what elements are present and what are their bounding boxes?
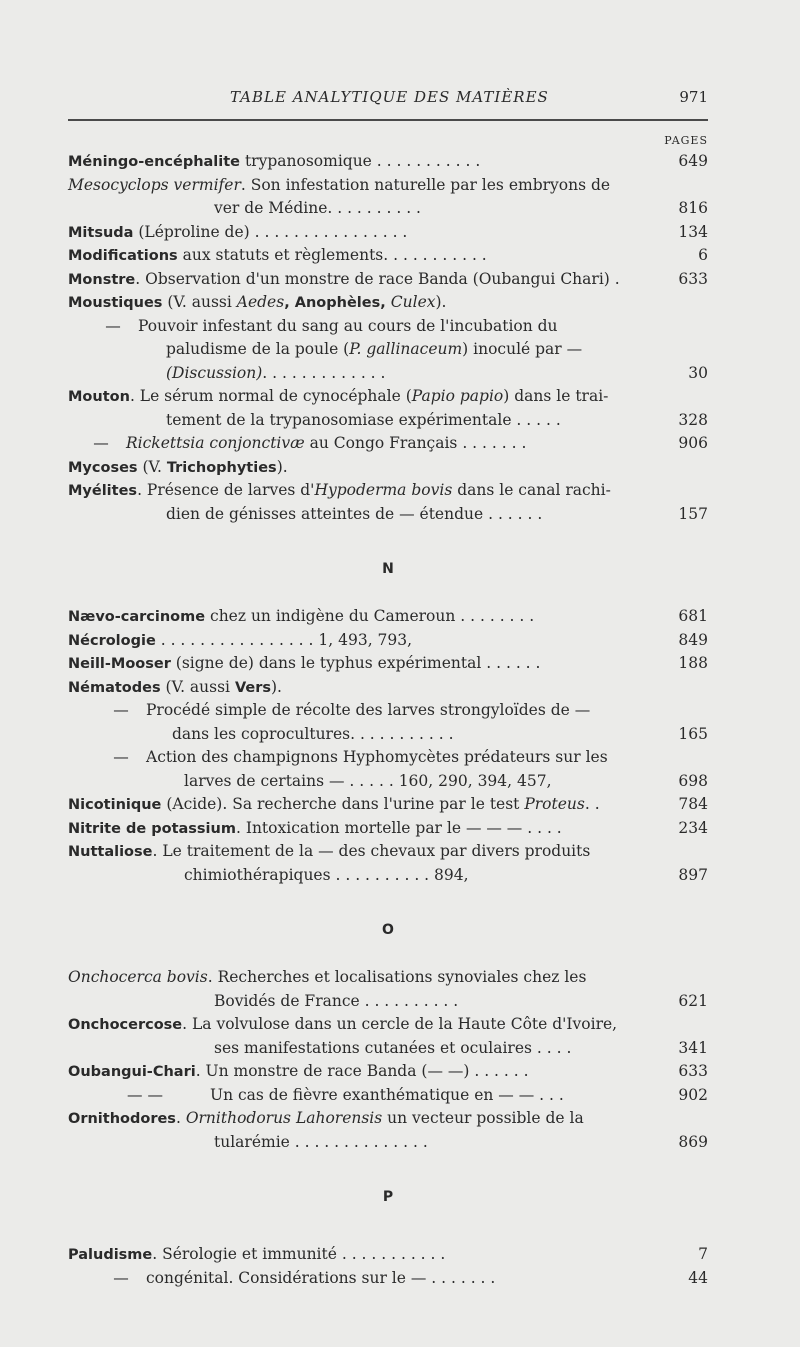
- ditto-dash: —: [113, 1268, 129, 1287]
- index-entry: [68, 1013, 708, 1060]
- entry-crossref: Trichophyties: [166, 459, 277, 476]
- page-ref: 633: [678, 1062, 708, 1080]
- entry-text: chez un indigène du Cameroun . . . . . . . .: [205, 607, 535, 625]
- ditto-dash: —: [113, 748, 129, 766]
- index-entry: [68, 221, 708, 245]
- entry-text: . Observation d'un monstre de race Banda (Oubangui Chari) .: [135, 269, 620, 288]
- index-entry: [68, 456, 708, 480]
- index-entry: [68, 150, 708, 174]
- entry-text: chimiothérapiques . . . . . . . . . . 894,: [184, 865, 469, 884]
- page-ref: 897: [678, 865, 708, 884]
- page-number: 971: [679, 88, 708, 106]
- entry-italic: Aedes: [236, 293, 285, 311]
- index-entry: [68, 793, 708, 817]
- entry-text: paludisme de la poule (: [166, 340, 350, 358]
- section-letter-p: P: [382, 1189, 394, 1205]
- index-entry: [68, 291, 708, 315]
- entry-text: tularémie . . . . . . . . . . . . . .: [214, 1132, 428, 1151]
- entry-head: Nématodes: [68, 679, 161, 696]
- entry-text: (signe de) dans le typhus expérimental . . . . . .: [170, 654, 541, 672]
- page-ref: 698: [678, 771, 708, 790]
- ditto-dash: — —: [127, 1085, 163, 1104]
- index-entry: [68, 244, 708, 268]
- entry-text: dans le canal rachi-: [452, 481, 611, 499]
- index-entry: [68, 966, 708, 1013]
- ditto-dash: —: [113, 701, 129, 719]
- entry-crossref: , Anophèles,: [284, 295, 391, 311]
- entry-head: Nitrite de potassium: [68, 820, 236, 837]
- ditto-dash: —: [105, 316, 121, 335]
- entry-text: ) inoculé par —: [462, 340, 583, 358]
- entry-text: . . . . . . . . . . . . . . . . 1, 493, 793,: [155, 630, 413, 649]
- page-ref: 234: [678, 818, 708, 837]
- page-ref: 784: [678, 795, 708, 813]
- entry-text: dans les coprocultures. . . . . . . . . . .: [172, 724, 454, 743]
- entry-head: Paludisme: [68, 1247, 153, 1263]
- index-entry: [68, 652, 708, 676]
- entry-italic: Culex: [390, 293, 436, 311]
- index-entry: [68, 817, 708, 841]
- entry-text: . Recherches et localisations synoviales chez les: [207, 968, 587, 986]
- index-entries: [68, 150, 708, 1290]
- entry-head: Nævo-carcinome: [68, 609, 206, 625]
- entry-text: ).: [271, 677, 282, 696]
- page-ref: 869: [678, 1132, 708, 1151]
- page-ref: 341: [678, 1038, 708, 1057]
- entry-italic: Rickettsia conjonctivæ: [126, 434, 305, 452]
- page-ref: 157: [678, 504, 708, 523]
- index-entry: [68, 840, 708, 887]
- page-ref: 906: [678, 434, 708, 452]
- entry-head: Mitsuda: [68, 224, 134, 241]
- entry-crossref: Vers: [234, 679, 271, 696]
- index-entry: [68, 1243, 708, 1267]
- page-ref: 6: [698, 246, 708, 264]
- index-entry: [68, 629, 708, 653]
- entry-head: Ornithodores: [68, 1111, 176, 1127]
- entry-text: un vecteur possible de la: [382, 1109, 584, 1127]
- page-ref: 30: [688, 363, 708, 382]
- page-ref: 134: [678, 222, 708, 241]
- entry-text: Procédé simple de récolte des larves strongyloïdes de —: [146, 701, 591, 719]
- entry-text: (V. aussi: [160, 677, 235, 696]
- index-entry: [68, 1267, 708, 1291]
- entry-head: Moustiques: [68, 295, 163, 311]
- entry-text: ver de Médine. . . . . . . . . .: [214, 199, 421, 217]
- entry-text: congénital. Considérations sur le — . . . . . . .: [146, 1268, 496, 1287]
- entry-italic: P. gallinaceum: [349, 340, 463, 358]
- entry-head: Mesocyclops vermifer: [68, 175, 241, 194]
- entry-head: Onchocerca bovis: [68, 968, 208, 986]
- entry-text: . Présence de larves d': [137, 481, 315, 499]
- entry-text: ) dans le trai-: [503, 387, 609, 405]
- page-ref: 849: [678, 630, 708, 649]
- index-entry: [68, 605, 708, 629]
- entry-head: Nicotinique: [68, 797, 162, 813]
- index-entry: [68, 432, 708, 456]
- entry-text: Bovidés de France . . . . . . . . . .: [214, 991, 459, 1010]
- entry-text: .: [175, 1109, 186, 1127]
- entry-text: larves de certains — . . . . . 160, 290, 394, 457,: [184, 771, 552, 790]
- entry-text: . Un monstre de race Banda (— —) . . . . . .: [195, 1062, 529, 1080]
- entry-head: Monstre: [68, 271, 136, 288]
- index-entry: [68, 746, 708, 793]
- entry-italic: Hypoderma bovis: [314, 481, 453, 499]
- index-entry: [68, 385, 708, 432]
- page-ref: 165: [678, 724, 708, 743]
- entry-text: . Son infestation naturelle par les embryons de: [240, 175, 611, 194]
- entry-italic: Proteus: [524, 795, 585, 813]
- page-ref: 902: [678, 1085, 708, 1104]
- index-entry: [68, 268, 708, 292]
- ditto-dash: —: [93, 434, 109, 452]
- page-ref: 816: [678, 199, 708, 217]
- entry-head: Nécrologie: [68, 632, 156, 649]
- entry-head: Mouton: [68, 389, 130, 405]
- entry-head: Mycoses: [68, 459, 138, 476]
- entry-text: ).: [276, 457, 288, 476]
- entry-text: . Intoxication mortelle par le — — — . . . .: [235, 818, 562, 837]
- entry-head: Modifications: [68, 248, 178, 264]
- index-entry: [68, 315, 708, 386]
- index-entry: [68, 174, 708, 221]
- entry-text: Un cas de fièvre exanthématique en — — . . .: [210, 1085, 564, 1104]
- section-letter-o: O: [382, 922, 394, 938]
- page-ref: 44: [688, 1268, 708, 1287]
- index-entry: [68, 479, 708, 526]
- entry-text: (V. aussi: [162, 293, 237, 311]
- entry-text: (V.: [137, 457, 167, 476]
- entry-text: . Le traitement de la — des chevaux par divers produits: [152, 842, 591, 860]
- entry-italic: Papio papio: [411, 387, 504, 405]
- entry-head: Méningo-encéphalite: [68, 154, 241, 170]
- entry-italic: Ornithodorus Lahorensis: [185, 1109, 383, 1127]
- entry-text: . Le sérum normal de cynocéphale (: [129, 387, 412, 405]
- page-ref: 621: [678, 991, 708, 1010]
- entry-head: Onchocercose: [68, 1017, 183, 1033]
- entry-text: (Acide). Sa recherche dans l'urine par le test: [161, 795, 525, 813]
- page-ref: 7: [698, 1245, 708, 1263]
- page-ref: 633: [678, 269, 708, 288]
- entry-text: dien de génisses atteintes de — étendue . . . . . .: [166, 504, 543, 523]
- page-ref: 188: [678, 654, 708, 672]
- page-ref: 649: [678, 152, 708, 170]
- entry-text: Action des champignons Hyphomycètes prédateurs sur les: [146, 748, 608, 766]
- entry-text: au Congo Français . . . . . . .: [304, 434, 527, 452]
- entry-text: . La volvulose dans un cercle de la Haute Côte d'Ivoire,: [182, 1015, 618, 1033]
- section-letter-n: N: [382, 561, 394, 577]
- index-entry: [68, 699, 708, 746]
- entry-text: ).: [435, 293, 447, 311]
- entry-head: Oubangui-Chari: [68, 1064, 196, 1080]
- page-ref: 681: [678, 607, 708, 625]
- entry-head: Nuttaliose: [68, 844, 153, 860]
- entry-text: (Léproline de) . . . . . . . . . . . . . . . .: [133, 222, 408, 241]
- entry-head: Myélites: [68, 483, 138, 499]
- entry-text: trypanosomique . . . . . . . . . . .: [240, 152, 481, 170]
- index-entry: [68, 1107, 708, 1154]
- pages-column-label: PAGES: [664, 134, 708, 147]
- entry-text: . Sérologie et immunité . . . . . . . . . . .: [152, 1245, 446, 1263]
- entry-text: . . . . . . . . . . . . .: [262, 363, 386, 382]
- page-ref: 328: [678, 410, 708, 429]
- index-entry: [68, 1060, 708, 1084]
- entry-text: aux statuts et règlements. . . . . . . . . . .: [177, 246, 487, 264]
- entry-text: . .: [584, 795, 600, 813]
- entry-text: tement de la trypanosomiase expérimentale . . . . .: [166, 410, 561, 429]
- entry-text: Pouvoir infestant du sang au cours de l'incubation du: [138, 316, 558, 335]
- header-rule: [68, 119, 708, 121]
- entry-italic: (Discussion): [166, 363, 263, 382]
- index-entry: [68, 676, 708, 700]
- running-head-title: TABLE ANALYTIQUE DES MATIÈRES: [230, 88, 549, 106]
- entry-head: Neill-Mooser: [68, 656, 171, 672]
- running-head: [70, 88, 708, 110]
- entry-text: ses manifestations cutanées et oculaires . . . .: [214, 1038, 572, 1057]
- index-entry: [68, 1084, 708, 1108]
